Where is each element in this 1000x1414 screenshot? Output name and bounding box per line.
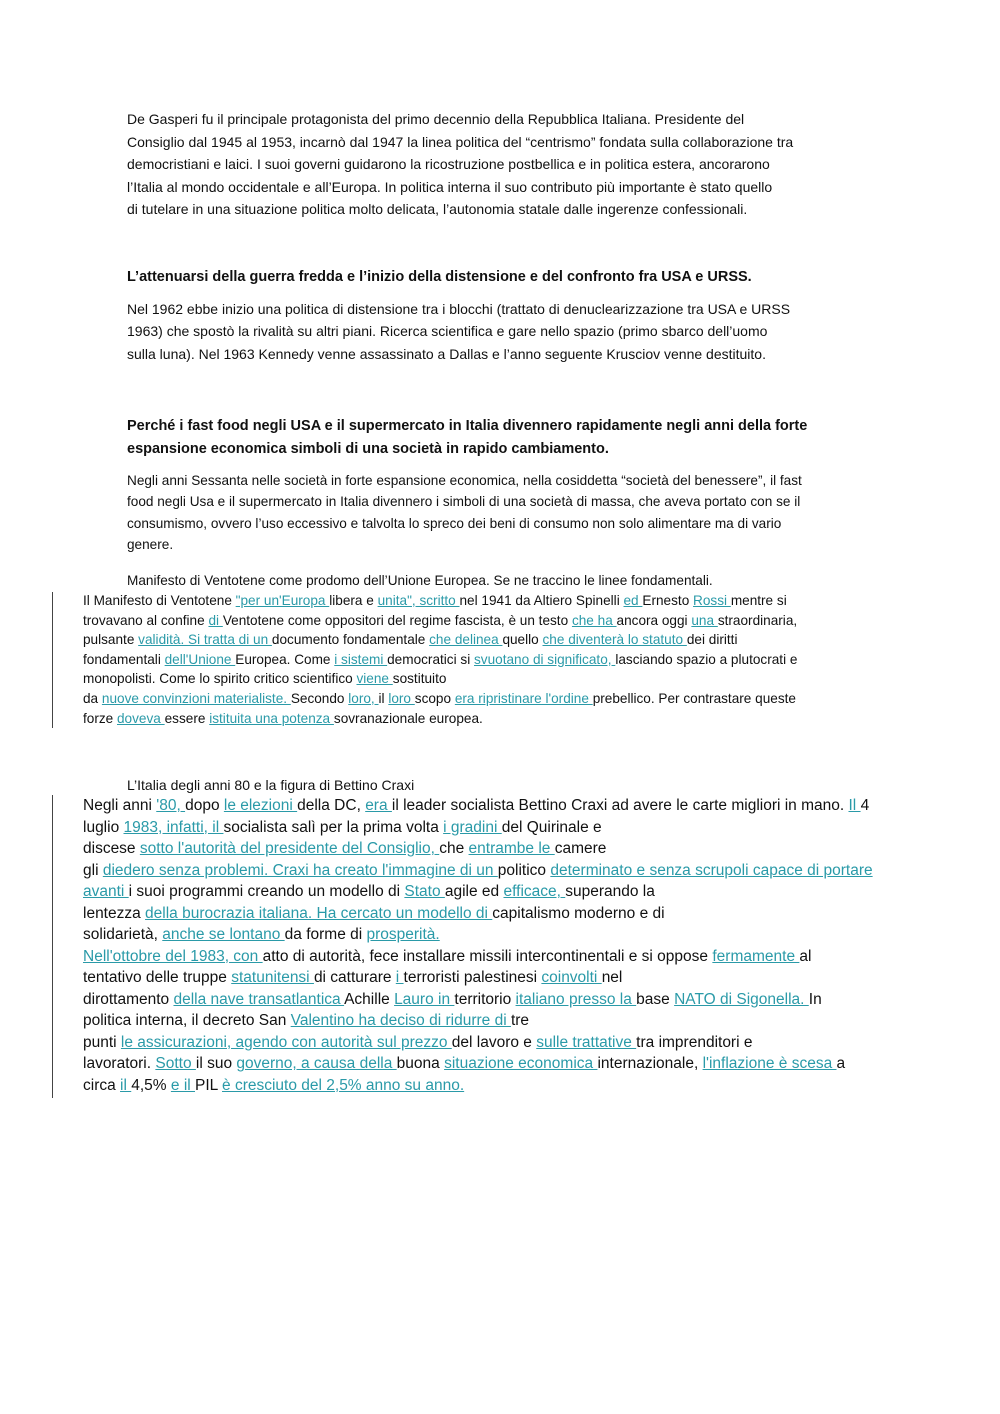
- text-run: monopolisti. Come lo spirito critico scientifico: [83, 671, 357, 687]
- tracked-change: loro,: [348, 690, 379, 706]
- degasperi-section: [127, 108, 867, 221]
- text-run: dirottamento: [83, 990, 174, 1008]
- tracked-change: doveva: [117, 710, 165, 726]
- tracked-change: era ripristinare l'ordine: [454, 690, 593, 706]
- text-run: Europea. Come: [235, 651, 335, 667]
- text-line: [83, 881, 923, 903]
- text-run: mentre si: [730, 593, 787, 608]
- text-run: lasciando spazio a plutocrati e: [615, 651, 798, 667]
- text-line: democristiani e laici. I suoi governi guidarono la ricostruzione postbellica e in politica estera, ancorarono: [127, 156, 770, 172]
- tracked-change: sulle trattative: [536, 1033, 637, 1051]
- revision-bar: [52, 592, 53, 728]
- text-run: prebellico. Per contrastare queste: [592, 690, 796, 706]
- text-run: il suo: [195, 1055, 237, 1072]
- craxi-paragraph: [83, 795, 923, 1096]
- text-line: food negli Usa e il supermercato in Italia divennero i simboli di una società di massa, che aveva portato con se il: [127, 494, 801, 510]
- text-run: libera e: [329, 593, 378, 608]
- text-run: essere: [164, 710, 210, 726]
- text-run: capitalismo moderno e di: [492, 904, 665, 922]
- tracked-change: e il: [170, 1076, 196, 1094]
- text-line: De Gasperi fu il principale protagonista del primo decennio della Repubblica Italiana. Presidente del: [127, 111, 745, 127]
- tracked-change: i gradini: [443, 818, 502, 836]
- tracked-change: nuove convinzioni materialiste.: [101, 690, 291, 706]
- text-run: internazionale,: [597, 1055, 703, 1072]
- guerra-fredda-section: [127, 266, 867, 365]
- text-run: quello: [502, 632, 543, 648]
- tracked-change: le assicurazioni, agendo con autorità sul prezzo: [120, 1033, 452, 1051]
- revision-bar: [52, 795, 53, 1098]
- tracked-change: istituita una potenza: [209, 710, 334, 726]
- text-run: del Quirinale e: [501, 818, 602, 836]
- text-line: consumismo, ovvero l’uso eccessivo e talvolta lo spreco dei beni di consumo non solo alimentare ma di vario: [127, 515, 782, 531]
- text-run: scopo: [414, 690, 455, 706]
- text-run: da forme di: [284, 926, 367, 943]
- tracked-change: è cresciuto del 2,5% anno su anno.: [222, 1076, 465, 1094]
- tracked-change: Il: [848, 797, 861, 814]
- text-run: tentativo delle truppe: [83, 969, 232, 986]
- text-run: il: [378, 690, 389, 706]
- text-run: forze: [83, 710, 117, 726]
- text-run: PIL: [195, 1076, 223, 1094]
- text-run: Negli anni: [83, 797, 157, 814]
- text-run: politico: [497, 861, 551, 879]
- text-run: democratici si: [387, 651, 474, 667]
- tracked-change: fermamente: [712, 947, 800, 965]
- text-line: sulla luna). Nel 1963 Kennedy venne assassinato a Dallas e l’anno seguente Krusciov venne destituito.: [127, 345, 766, 362]
- text-run: ancora oggi: [616, 612, 692, 628]
- text-run: discese: [83, 840, 140, 857]
- text-run: nel: [601, 969, 623, 986]
- text-run: che: [439, 840, 469, 857]
- text-line: [83, 1010, 923, 1032]
- text-line: Nel 1962 ebbe inizio una politica di distensione tra i blocchi (trattato di denuclearizzazione tra USA e URSS: [127, 300, 791, 317]
- text-line: [83, 1032, 923, 1054]
- text-line: [83, 709, 883, 729]
- text-line: [83, 591, 883, 611]
- craxi-heading-block: [127, 774, 867, 797]
- tracked-change: Lauro in: [394, 990, 455, 1008]
- text-run: sostituito: [392, 671, 447, 687]
- fastfood-section: [127, 415, 867, 555]
- text-line: [83, 838, 923, 860]
- tracked-change: dell'Unione: [164, 651, 236, 667]
- tracked-change: diedero senza problemi. Craxi ha creato l'immagine di un: [102, 861, 498, 879]
- tracked-change: l'inflazione è scesa: [702, 1055, 837, 1072]
- text-run: al: [799, 947, 812, 965]
- tracked-change: '80,: [156, 797, 186, 814]
- text-run: i suoi programmi creando un modello di: [128, 883, 405, 900]
- text-run: territorio: [454, 990, 516, 1008]
- text-run: Achille: [344, 990, 395, 1008]
- text-line: [83, 924, 923, 946]
- tracked-change: determinato e senza scrupoli capace di portare: [550, 861, 873, 879]
- text-line: [83, 967, 923, 989]
- tracked-change: di: [208, 612, 223, 628]
- heading-line: espansione economica simboli di una società in rapido cambiamento.: [127, 440, 609, 457]
- tracked-change: che ha: [571, 612, 617, 628]
- text-line: [83, 689, 883, 709]
- tracked-change: efficace,: [503, 883, 566, 900]
- text-run: 4,5%: [131, 1076, 171, 1094]
- tracked-change: validità. Si tratta di un: [138, 632, 272, 648]
- tracked-change: Valentino ha deciso di ridurre di: [290, 1012, 511, 1029]
- text-run: 4: [860, 797, 870, 814]
- tracked-change: ed: [623, 593, 643, 608]
- text-line: [83, 817, 923, 839]
- text-run: straordinaria,: [717, 612, 798, 628]
- text-run: politica interna, il decreto San: [83, 1012, 291, 1029]
- text-run: documento fondamentale: [271, 632, 430, 648]
- text-line: [83, 989, 923, 1011]
- fastfood-paragraph: [127, 470, 867, 555]
- section-heading: L’attenuarsi della guerra fredda e l’inizio della distensione e del confronto fra USA e URSS.: [127, 269, 752, 285]
- text-run: sovranazionale europea.: [333, 710, 483, 726]
- text-line: [83, 860, 923, 882]
- text-line: [83, 611, 883, 631]
- text-run: gli: [83, 861, 103, 879]
- tracked-change: prosperità.: [366, 926, 440, 943]
- text-run: buona: [396, 1055, 445, 1072]
- text-run: trovavano al confine: [83, 612, 209, 628]
- text-run: tra imprenditori e: [636, 1033, 753, 1051]
- text-line: Negli anni Sessanta nelle società in forte espansione economica, nella cosiddetta “società del benessere”, il fast: [127, 473, 802, 488]
- text-line: Consiglio dal 1945 al 1953, incarnò dal 1947 la linea politica del “centrismo” fondata sulla collaborazione tra: [127, 133, 794, 150]
- tracked-change: svuotano di significato,: [474, 651, 616, 667]
- tracked-change: governo, a causa della: [236, 1055, 397, 1072]
- text-run: punti: [83, 1033, 121, 1051]
- text-line: 1963) che spostò la rivalità su altri piani. Ricerca scientifica e gare nello spazio (primo sbarco dell’uomo: [127, 323, 768, 339]
- text-line: di tutelare in una situazione politica molto delicata, l’autonomia statale dalle ingerenze confessionali.: [127, 201, 748, 217]
- text-line: genere.: [127, 536, 174, 552]
- section-heading: Manifesto di Ventotene come prodomo dell’Unione Europea. Se ne traccino le linee fondamentali.: [127, 573, 713, 588]
- guerra-fredda-paragraph: [127, 298, 867, 366]
- text-run: fondamentali: [83, 651, 165, 667]
- text-run: il leader socialista Bettino Craxi ad avere le carte migliori in mano.: [391, 797, 849, 814]
- text-run: di catturare: [313, 969, 396, 986]
- tracked-change: viene: [356, 671, 393, 687]
- tracked-change: statunitensi: [231, 969, 314, 986]
- text-run: circa: [83, 1076, 121, 1094]
- text-line: [83, 650, 883, 670]
- text-run: a: [836, 1055, 846, 1072]
- tracked-change: Nell'ottobre del 1983, con: [83, 947, 263, 965]
- text-run: superando la: [565, 883, 655, 900]
- text-run: Ernesto: [642, 593, 694, 608]
- text-run: socialista salì per la prima volta: [223, 818, 444, 836]
- text-line: [83, 1075, 923, 1097]
- text-run: lavoratori.: [83, 1055, 156, 1072]
- degasperi-paragraph: [127, 108, 867, 221]
- text-run: atto di autorità, fece installare missili intercontinentali e si oppose: [262, 947, 713, 965]
- tracked-change: Stato: [404, 883, 445, 900]
- tracked-change: unita", scritto: [377, 593, 460, 608]
- text-run: solidarietà,: [83, 926, 163, 943]
- text-line: l’Italia al mondo occidentale e all’Europa. In politica interna il suo contributo più importante è stato quello: [127, 178, 773, 195]
- tracked-change: le elezioni: [223, 797, 298, 814]
- text-line: [83, 1053, 923, 1075]
- tracked-change: della burocrazia italiana. Ha cercato un modello di: [145, 904, 493, 922]
- ventotene-paragraph: [83, 591, 883, 728]
- tracked-change: coinvolti: [541, 969, 602, 986]
- text-run: del lavoro e: [451, 1033, 537, 1051]
- tracked-change: una: [691, 612, 718, 628]
- section-heading: [127, 415, 867, 460]
- text-line: [83, 946, 923, 968]
- tracked-change: sotto l'autorità del presidente del Consiglio,: [139, 840, 440, 857]
- text-line: [83, 630, 883, 650]
- text-run: Il Manifesto di Ventotene: [83, 593, 236, 608]
- text-run: dei diritti: [686, 632, 738, 648]
- tracked-change: che delinea: [429, 632, 503, 648]
- ventotene-heading-block: [127, 571, 867, 591]
- text-run: Ventotene come oppositori del regime fascista, è un testo: [222, 612, 572, 628]
- tracked-change: anche se lontano: [162, 926, 285, 943]
- text-run: In: [808, 990, 822, 1008]
- text-run: terroristi palestinesi: [403, 969, 542, 986]
- heading-line: Perché i fast food negli USA e il supermercato in Italia divennero rapidamente negli anni della forte: [127, 418, 808, 434]
- tracked-change: NATO di Sigonella.: [674, 990, 809, 1008]
- text-line: [83, 795, 923, 817]
- tracked-change: i: [395, 969, 404, 986]
- tracked-change: avanti: [83, 883, 129, 900]
- text-run: della DC,: [297, 797, 366, 814]
- tracked-change: Rossi: [693, 593, 731, 608]
- text-run: luglio: [83, 818, 124, 836]
- text-run: camere: [554, 840, 607, 857]
- text-run: base: [636, 990, 675, 1008]
- text-run: nel 1941 da Altiero Spinelli: [459, 593, 624, 608]
- text-run: agile ed: [444, 883, 504, 900]
- tracked-change: era: [365, 797, 392, 814]
- tracked-change: i sistemi: [334, 651, 388, 667]
- tracked-change: situazione economica: [444, 1055, 598, 1072]
- text-run: tre: [510, 1012, 530, 1029]
- text-run: lentezza: [83, 904, 146, 922]
- tracked-change: italiano presso la: [515, 990, 637, 1008]
- text-line: [83, 669, 883, 689]
- tracked-change: il: [120, 1076, 132, 1094]
- tracked-change: che diventerà lo statuto: [542, 632, 687, 648]
- tracked-change: "per un'Europa: [235, 593, 330, 608]
- text-line: [83, 903, 923, 925]
- tracked-change: Sotto: [155, 1055, 196, 1072]
- tracked-change: loro: [388, 690, 415, 706]
- text-run: dopo: [185, 797, 224, 814]
- text-run: da: [83, 690, 102, 706]
- text-run: Secondo: [290, 690, 349, 706]
- tracked-change: della nave transatlantica: [173, 990, 345, 1008]
- tracked-change: entrambe le: [468, 840, 555, 857]
- section-heading: L’Italia degli anni 80 e la figura di Bettino Craxi: [127, 777, 415, 793]
- text-run: pulsante: [83, 632, 139, 648]
- tracked-change: 1983, infatti, il: [123, 818, 224, 836]
